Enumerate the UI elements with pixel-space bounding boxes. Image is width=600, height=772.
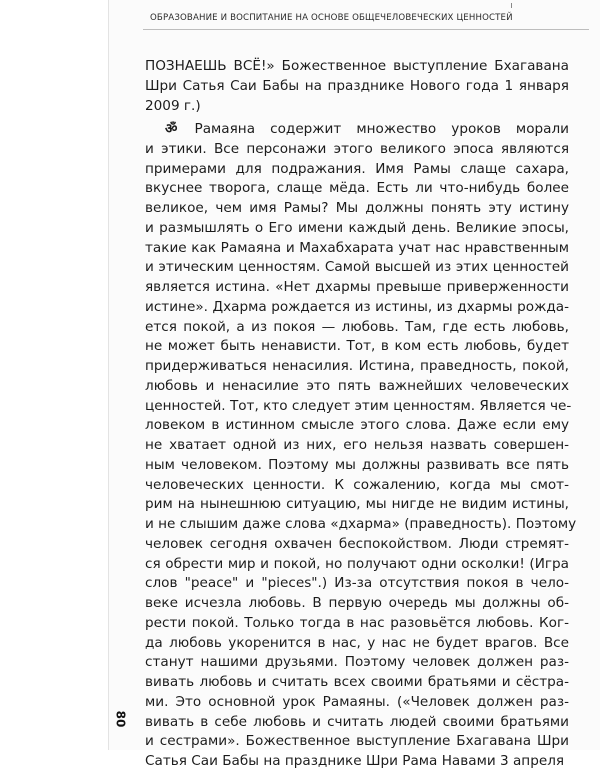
text-line: 2009 г.) [145,97,201,114]
paragraph-1 [145,57,569,116]
text-line: и этики. Все персонажи этого великого эпоса являются [145,140,569,157]
text-line-first [145,120,569,140]
text-line: является истина. «Нет дхармы превыше приверженности [145,279,569,295]
running-head: ОБРАЗОВАНИЕ И ВОСПИТАНИЕ НА ОСНОВЕ ОБЩЕЧЕЛОВЕЧЕСКИХ ЦЕННОСТЕЙ [150,13,513,23]
text-line: не может быть ненависти. Тот, в ком есть любовь, будет [145,338,569,355]
paragraph-2 [145,120,577,772]
crop-mark [511,3,512,8]
text-line: ценностей. Тот, кто следует этим ценностям. Является че- [145,397,572,414]
text-line: ся обрести мир и покой, но получают одни осколки! (Игра [145,555,569,572]
text-line: и этическим ценностям. Самой высшей из этих ценностей [145,259,569,276]
text-line: и размышлять о Его имени каждый день. Великие эпосы, [145,219,569,236]
text-line: ловеком в истинном смысле этого слова. Даже если ему [145,417,569,434]
text-line: Сатья Саи Бабы на празднике Шри Рама Навами 3 апреля [145,753,565,769]
text-line: и сестрами». Божественное выступление Бхагавана Шри [145,733,569,750]
text-line: великое, чем имя Рамы? Мы должны понять эту истину [145,200,569,216]
text-line: Шри Сатья Саи Бабы на празднике Нового года 1 января [145,77,569,94]
text-line: ми. Это основной урок Рамаяны. («Человек должен раз- [145,693,569,710]
text-line: примерами для подражания. Имя Рамы слаще сахара, [145,160,569,177]
text-line: человек сегодня охвачен беспокойством. Люди стремят- [145,535,569,552]
text-line: не хватает одной из них, его нельзя назвать совершен- [145,437,569,453]
text-line: такие как Рамаяна и Махабхарата учат нас нравственным [145,239,569,256]
text-line: рим на нынешнюю ситуацию, мы нигде не видим истины, [145,496,569,513]
text-line: слов "peace" и "pieces".) Из-за отсутствия покоя в чело- [145,575,569,592]
text-line: вкуснее творога, слаще мёда. Есть ли что-нибудь более [145,180,569,197]
text-line: человеческих ценности. К сожалению, когда мы смот- [145,476,569,493]
text-line: рести покой. Только тогда в нас разовьётся любовь. Ког- [145,614,569,631]
text-line: любовь и ненасилие это пять важнейших человеческих [145,377,569,394]
text-line: вивать любовь и считать всех своими братьями и сёстра- [145,674,569,690]
text-line: и не слышим даже слова «дхарма» (праведность). Поэтому [145,516,577,532]
text-line: веке исчезла любовь. В первую очередь мы должны об- [145,595,569,611]
page-number: 80 [113,710,128,728]
text-line: вивать в себе любовь и считать людей своими братьями [145,713,569,730]
text-line: ется покой, а из покоя — любовь. Там, где есть любовь, [145,318,569,335]
text-line: ным человеком. Поэтому мы должны развивать все пять [145,456,569,473]
text-line: придерживаться ненасилия. Истина, праведность, покой, [145,358,569,374]
text-line: истине». Дхарма рождается из истины, из дхармы рожда- [145,298,569,315]
text-line: да любовь укоренится в нас, у нас не будет врагов. Все [145,634,569,651]
first-line-text: Рамаяна содержит множество уроков морали [194,121,569,137]
text-line: ПОЗНАЕШЬ ВСЁ!» Божественное выступление Бхагавана [145,58,569,74]
text-line: станут нашими друзьями. Поэтому человек должен раз- [145,654,569,671]
header-rule [143,29,589,30]
om-icon: ॐ [165,121,178,137]
